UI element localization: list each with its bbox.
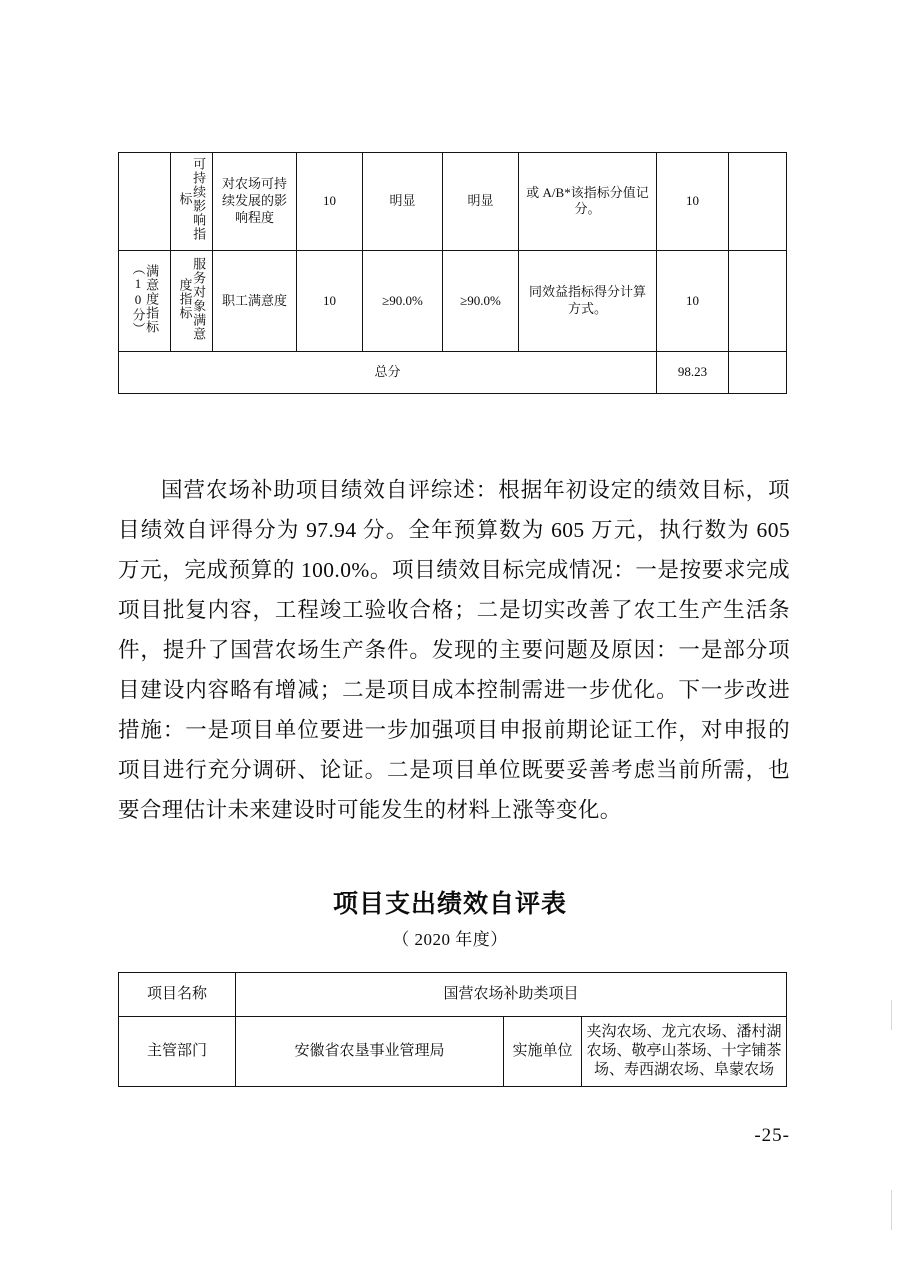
total-score: 98.23 [657, 352, 729, 394]
project-name-label: 项目名称 [119, 973, 236, 1017]
scan-artifact [891, 1000, 892, 1030]
page-number: -25- [754, 1125, 790, 1146]
cell-indicator-group [171, 250, 213, 352]
table-row [119, 973, 787, 1017]
self-evaluation-summary-paragraph: 国营农场补助项目绩效自评综述：根据年初设定的绩效目标，项目绩效自评得分为 97.94 分。全年预算数为 605 万元，执行数为 605 万元，完成预算的 100.0%。项目绩效目标完成情况：一是按要求完成项目批复内容，工程竣工验收合格；二是切实改善了农工生产生活条件，提升了国营农场生产条件。发现的主要问题及原因：一是部分项目建设内容略有增减；二是项目成本控制需进一步优化。下一步改进措施：一是项目单位要进一步加强项目申报前期论证工作，对申报的项目进行充分调研、论证。二是项目单位既要妥善考虑当前所需，也要合理估计未来建设时可能发生的材料上涨等变化。 [118, 478, 790, 822]
cell-target: ≥90.0% [363, 250, 443, 352]
cell-scoring-note: 或 A/B*该指标分值记分。 [519, 153, 657, 251]
cell-indicator-name: 职工满意度 [213, 250, 297, 352]
table-row [119, 153, 787, 251]
cell-weight: 10 [297, 250, 363, 352]
performance-indicator-table [118, 152, 787, 394]
implementing-unit-label: 实施单位 [504, 1017, 582, 1087]
cell-remark [729, 153, 787, 251]
cell-target: 明显 [363, 153, 443, 251]
cell-weight: 10 [297, 153, 363, 251]
table-row [119, 250, 787, 352]
cell-actual: ≥90.0% [443, 250, 519, 352]
cell-indicator-group [171, 153, 213, 251]
implementing-unit-value: 夹沟农场、龙亢农场、潘村湖农场、敬亭山茶场、十字铺茶场、寿西湖农场、阜蒙农场 [582, 1017, 787, 1087]
cell-score: 10 [657, 153, 729, 251]
cell-category-text: 满意度指标（10分） [130, 261, 160, 336]
page-title: 项目支出绩效自评表 [332, 891, 567, 918]
department-label: 主管部门 [119, 1017, 236, 1087]
department-value: 安徽省农垦事业管理局 [236, 1017, 504, 1087]
cell-category [119, 153, 171, 251]
cell-actual: 明显 [443, 153, 519, 251]
cell-category [119, 250, 171, 352]
total-label: 总分 [119, 352, 657, 394]
project-name-value: 国营农场补助类项目 [236, 973, 787, 1017]
cell-indicator-name: 对农场可持续发展的影响程度 [213, 153, 297, 251]
table-row-total [119, 352, 787, 394]
project-info-table [118, 972, 787, 1087]
page-subtitle: （ 2020 年度） [392, 930, 508, 949]
scan-artifact [891, 1190, 892, 1230]
cell-indicator-group-text: 可持续影响指标 [177, 157, 207, 241]
table-row [119, 1017, 787, 1087]
cell-remark [729, 250, 787, 352]
total-remark [729, 352, 787, 394]
cell-indicator-group-text: 服务对象满意度指标 [177, 256, 207, 341]
cell-score: 10 [657, 250, 729, 352]
cell-scoring-note: 同效益指标得分计算方式。 [519, 250, 657, 352]
